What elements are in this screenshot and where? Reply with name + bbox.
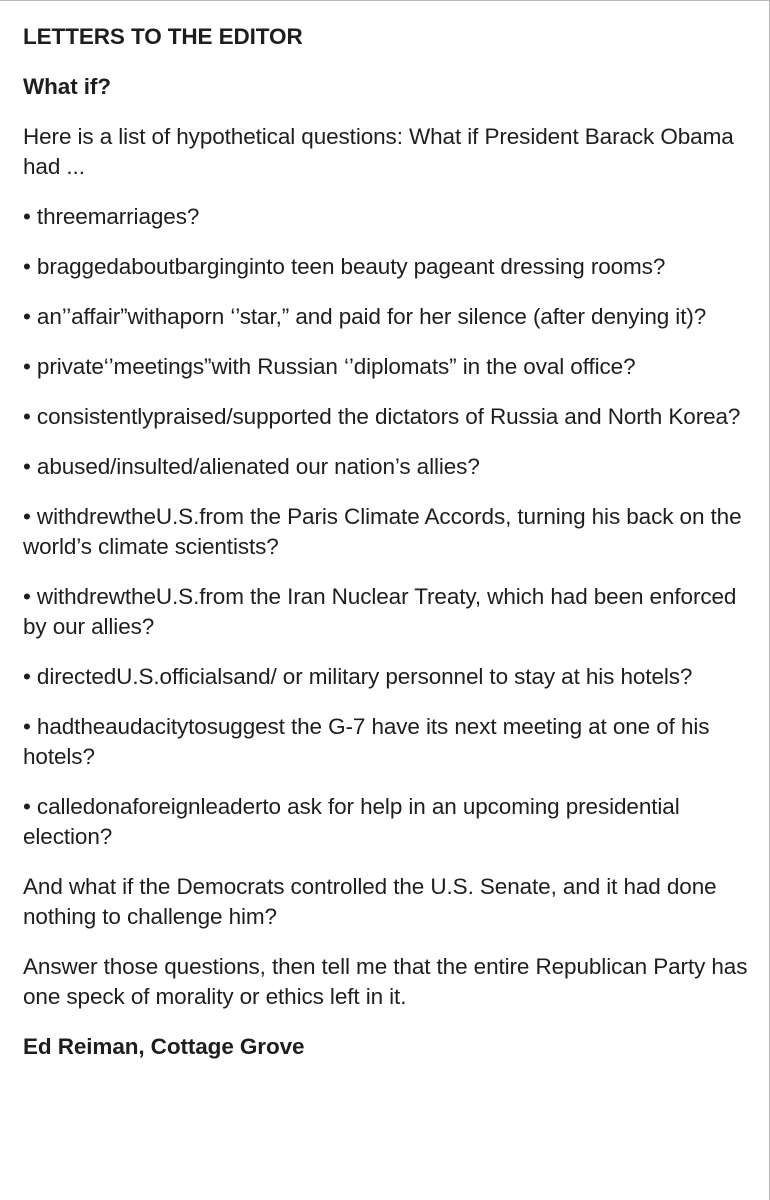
conclusion-paragraph: Answer those questions, then tell me that the entire Republican Party has one speck of morality or ethics left in it.: [23, 954, 748, 1009]
list-item: • withdrewtheU.S.from the Paris Climate Accords, turning his back on the world’s climate scientists?: [23, 504, 742, 559]
list-item: • consistentlypraised/supported the dictators of Russia and North Korea?: [23, 404, 741, 429]
intro-paragraph: Here is a list of hypothetical questions: What if President Barack Obama had ...: [23, 124, 734, 179]
list-item: • braggedaboutbarginginto teen beauty pageant dressing rooms?: [23, 254, 666, 279]
list-item: • an’’affair”withaporn ‘’star,” and paid for her silence (after denying it)?: [23, 304, 707, 329]
letter-article: [23, 22, 758, 1062]
question-list: [23, 202, 758, 852]
author-byline: Ed Reiman, Cottage Grove: [23, 1034, 305, 1059]
list-item: • hadtheaudacitytosuggest the G-7 have its next meeting at one of his hotels?: [23, 714, 710, 769]
list-item: • abused/insulted/alienated our nation’s allies?: [23, 454, 480, 479]
letter-headline: What if?: [23, 74, 111, 99]
list-item: • private‘’meetings”with Russian ‘’diplomats” in the oval office?: [23, 354, 636, 379]
democrats-paragraph: And what if the Democrats controlled the U.S. Senate, and it had done nothing to challenge him?: [23, 874, 717, 929]
list-item: • withdrewtheU.S.from the Iran Nuclear Treaty, which had been enforced by our allies?: [23, 584, 737, 639]
list-item: • calledonaforeignleaderto ask for help in an upcoming presidential election?: [23, 794, 680, 849]
section-label: LETTERS TO THE EDITOR: [23, 24, 303, 49]
list-item: • directedU.S.officialsand/ or military personnel to stay at his hotels?: [23, 664, 693, 689]
list-item: • threemarriages?: [23, 204, 200, 229]
